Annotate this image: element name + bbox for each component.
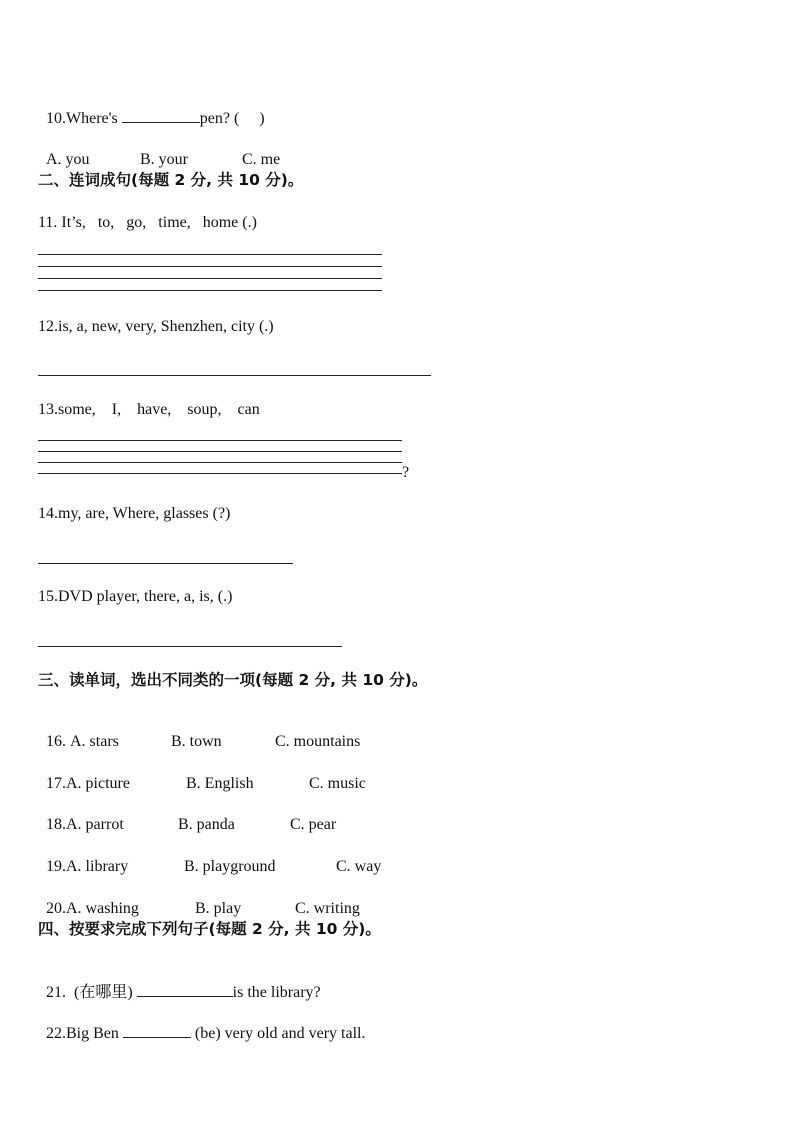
answer-line[interactable] — [38, 473, 402, 474]
question-21-tail: is the library? — [232, 984, 321, 1001]
question-17 — [38, 754, 366, 794]
option-b[interactable]: B. playground — [184, 858, 276, 875]
option-c[interactable]: C. way — [336, 858, 382, 875]
option-b[interactable]: B. panda — [178, 816, 235, 833]
option-a[interactable]: A. washing — [66, 900, 139, 917]
option-b[interactable]: B. town — [171, 733, 222, 750]
question-22-tail: (be) very old and very tall. — [190, 1025, 366, 1042]
question-22 — [38, 1003, 366, 1044]
question-16-number: 16. — [46, 733, 70, 750]
question-19 — [38, 837, 381, 877]
question-22-prefix: 22.Big Ben — [46, 1025, 123, 1042]
question-21-blank[interactable] — [137, 982, 233, 997]
answer-line[interactable] — [38, 440, 402, 441]
option-a[interactable]: A. stars — [70, 733, 119, 750]
question-16 — [38, 712, 360, 752]
question-22-blank[interactable] — [123, 1023, 191, 1038]
question-18 — [38, 795, 336, 835]
answer-line[interactable] — [38, 462, 402, 463]
question-12-text: 12.is, a, new, very, Shenzhen, city (.) — [38, 318, 274, 335]
option-c[interactable]: C. me — [242, 151, 281, 168]
option-c[interactable]: C. pear — [290, 816, 337, 833]
question-10-tail: pen? ( ) — [199, 110, 265, 127]
option-a[interactable]: A. library — [66, 858, 129, 875]
question-13-text: 13.some, I, have, soup, can — [38, 401, 260, 418]
question-20 — [38, 879, 360, 919]
section-3-heading: 三、读单词，选出不同类的一项(每题 2 分, 共 10 分)。 — [38, 671, 428, 689]
question-20-number: 20. — [46, 900, 66, 917]
answer-line[interactable] — [38, 290, 382, 291]
question-10-blank[interactable] — [122, 108, 200, 123]
question-21 — [38, 962, 321, 1003]
option-c[interactable]: C. writing — [295, 900, 360, 917]
option-a[interactable]: A. you — [46, 151, 90, 168]
answer-line[interactable] — [38, 375, 431, 376]
option-a[interactable]: A. picture — [66, 775, 130, 792]
question-13-end-mark: ? — [402, 464, 410, 481]
answer-line[interactable] — [38, 563, 293, 564]
answer-line[interactable] — [38, 254, 382, 255]
question-21-prefix: 21. (在哪里) — [46, 984, 137, 1001]
answer-line[interactable] — [38, 266, 382, 267]
question-10 — [38, 88, 265, 129]
option-b[interactable]: B. English — [186, 775, 254, 792]
answer-line[interactable] — [38, 278, 382, 279]
question-18-number: 18. — [46, 816, 66, 833]
option-c[interactable]: C. mountains — [275, 733, 361, 750]
section-4-heading: 四、按要求完成下列句子(每题 2 分, 共 10 分)。 — [38, 920, 381, 938]
answer-line[interactable] — [38, 451, 402, 452]
section-2-heading: 二、连词成句(每题 2 分, 共 10 分)。 — [38, 171, 304, 189]
option-b[interactable]: B. your — [140, 151, 188, 168]
question-14-text: 14.my, are, Where, glasses (?) — [38, 505, 231, 522]
question-15-text: 15.DVD player, there, a, is, (.) — [38, 588, 233, 605]
question-10-text: 10.Where's — [46, 110, 122, 127]
option-c[interactable]: C. music — [309, 775, 366, 792]
question-11-text: 11. It’s, to, go, time, home (.) — [38, 214, 257, 231]
question-19-number: 19. — [46, 858, 66, 875]
option-a[interactable]: A. parrot — [66, 816, 124, 833]
option-b[interactable]: B. play — [195, 900, 242, 917]
question-10-options — [38, 130, 280, 170]
question-17-number: 17. — [46, 775, 66, 792]
answer-line[interactable] — [38, 646, 342, 647]
